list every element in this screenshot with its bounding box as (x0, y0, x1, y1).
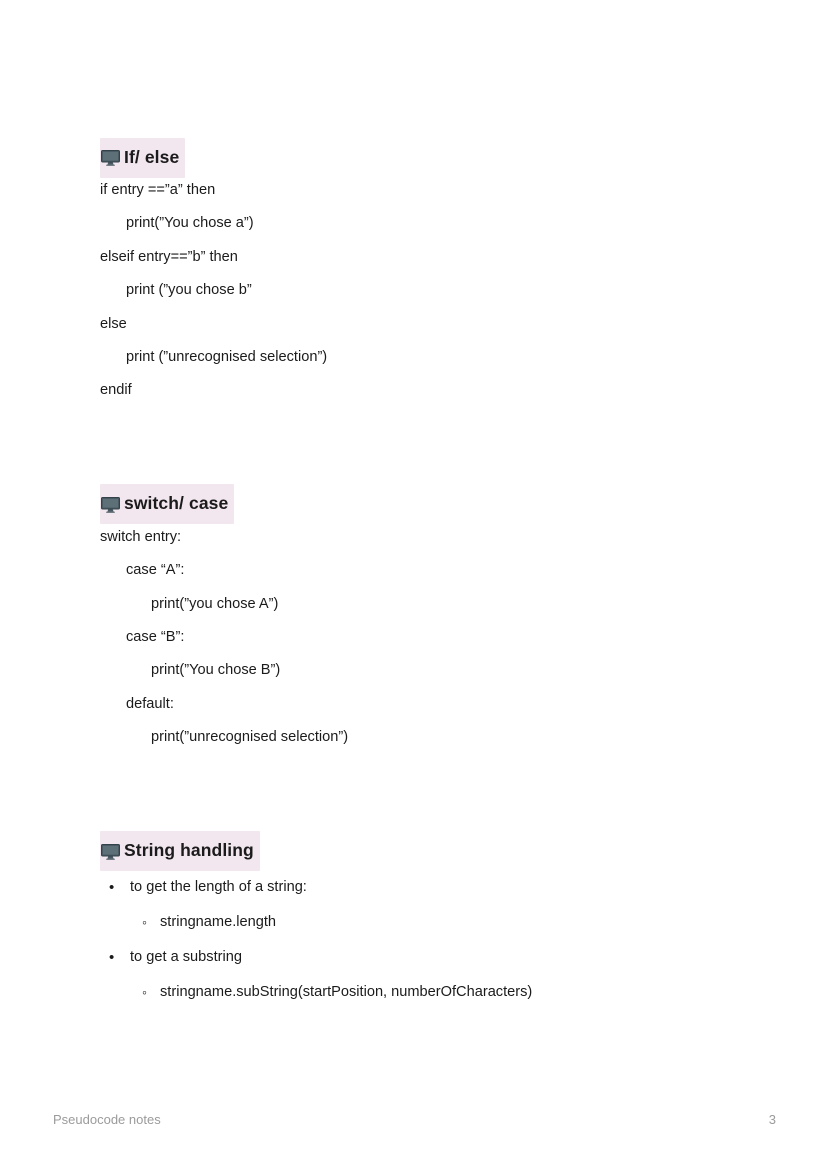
heading-highlight (100, 831, 260, 871)
code-line: elseif entry==”b” then (100, 248, 238, 265)
page-footer (53, 1112, 776, 1127)
section-heading (100, 835, 768, 868)
section-switch-case (100, 488, 768, 755)
code-line: print(”you chose A”) (151, 595, 279, 612)
list-item: • to get a substring (100, 940, 768, 975)
footer-document-title: Pseudocode notes (53, 1112, 161, 1127)
code-line: print (”you chose b” (126, 282, 252, 299)
list-subitem: ◦ stringname.length (100, 905, 768, 940)
code-line: if entry ==”a” then (100, 182, 216, 198)
code-line: print(”You chose B”) (151, 662, 281, 679)
code-line: case “A”: (126, 562, 185, 579)
section-title: String handling (124, 840, 254, 861)
section-heading (100, 141, 768, 174)
code-line: default: (126, 695, 174, 712)
code-line: endif (100, 382, 132, 399)
monitor-icon (101, 844, 120, 860)
code-line: print (”unrecognised selection”) (126, 349, 328, 366)
list-item: • to get the length of a string: (100, 870, 768, 905)
list-subitem: ◦ stringname.subString(startPosition, numberOfCharacters) (100, 975, 768, 1010)
heading-highlight (100, 484, 234, 524)
section-if-else (100, 141, 768, 408)
section-title: If/ else (124, 146, 180, 167)
heading-highlight (100, 138, 185, 178)
section-heading (100, 488, 768, 521)
monitor-icon (101, 150, 120, 166)
code-line: print(”You chose a”) (126, 215, 254, 232)
code-line: case “B”: (126, 629, 185, 646)
code-line: print(”unrecognised selection”) (151, 729, 349, 746)
section-string-handling (100, 835, 768, 1010)
bullet-list (100, 870, 768, 1010)
section-title: switch/ case (124, 493, 229, 514)
monitor-icon (101, 497, 120, 513)
footer-page-number: 3 (768, 1112, 776, 1127)
code-line: else (100, 315, 127, 332)
code-line: switch entry: (100, 528, 182, 545)
